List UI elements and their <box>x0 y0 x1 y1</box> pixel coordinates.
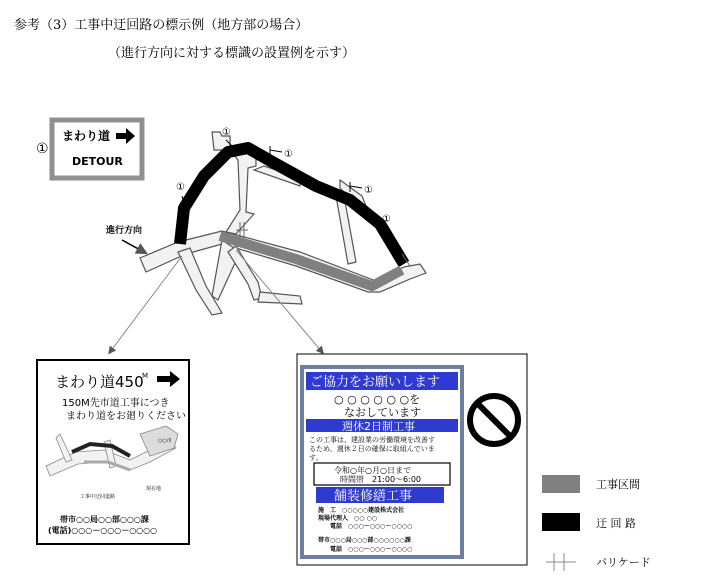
legend-swatch-construction <box>542 475 580 493</box>
sign-left-line1: 150M先市道工事につき <box>62 398 170 409</box>
sign-right-contractor2: 現場代理人 ○○ ○○ <box>318 515 378 522</box>
sign-right-contractor3: 電話 ○○○－○○○－○○○○ <box>330 523 413 530</box>
sign-right-period1: 令和○年○月○日まで <box>334 466 411 475</box>
sign-left-title: まわり道450 <box>55 373 144 391</box>
sign-right-para-3: す。 <box>309 454 323 462</box>
detour-sign <box>52 120 142 178</box>
sign-right-period2: 時間帯 21:00～6:00 <box>340 475 422 484</box>
page-subtitle: （進行方向に対する標識の設置例を示す） <box>108 46 356 61</box>
minimap-detour-label: 工事中迂回道路 <box>80 494 116 500</box>
legend-swatch-detour <box>542 513 580 531</box>
sign-right-panel <box>297 354 527 565</box>
sign-right-work: 舗装修繕工事 <box>334 489 413 504</box>
sign-right-owner2: 電話 ○○○－○○○－○○○○ <box>330 546 413 553</box>
direction-label: 進行方向 <box>106 226 143 236</box>
minimap-site-label: 現在地 <box>146 486 162 492</box>
direction-arrow-icon <box>122 240 144 252</box>
detour-sign-jp: まわり道 <box>62 129 111 143</box>
sign-left-footer2: (電話)○○○－○○○－○○○○ <box>48 526 158 535</box>
minimap-city-label: ○○市 <box>158 438 172 444</box>
sign-right-para-1: この工事は、建設業の労働環境を改善す <box>309 436 435 444</box>
callout-4: ① <box>364 185 373 196</box>
sign-right-repair: なおしています <box>344 406 421 419</box>
sign-left-footer1: 帯市○○局○○部○○○課 <box>60 515 149 524</box>
legend-label-barricade: バリケード <box>596 556 651 569</box>
sign-left-line2: まわり道をお廻りください <box>66 411 186 422</box>
callout-3: ① <box>176 182 185 193</box>
sign-right-para-2: るため、週休２日の確保に取組んでいま <box>309 445 435 453</box>
legend-barricade-icon <box>546 553 576 571</box>
legend-label-construction: 工事区間 <box>596 478 640 491</box>
sign-marker: ① <box>36 141 49 157</box>
sign-left <box>37 360 189 544</box>
legend <box>542 475 651 571</box>
legend-label-detour: 迂 回 路 <box>596 517 636 530</box>
sign-right-holiday: 週休2日制工事 <box>342 420 415 433</box>
page-title: 参考（3）工事中迂回路の標示例（地方部の場合） <box>14 18 309 33</box>
sign-right-circles: ○ ○ ○ ○ ○ ○を <box>334 393 421 406</box>
sign-right-contractor1: 施 工 ○○○○○建設株式会社 <box>318 507 405 514</box>
callout-1: ① <box>222 127 231 138</box>
callout-ticks <box>182 140 380 222</box>
detour-sign-en: DETOUR <box>72 155 123 168</box>
sign-left-title-sup: M <box>142 372 149 380</box>
callout-5: ① <box>382 214 391 225</box>
sign-right-owner1: 帯市○○○局○○○部○○○○○○課 <box>318 537 411 544</box>
sign-right-banner: ご協力をお願いします <box>310 375 441 390</box>
callout-2: ① <box>284 149 293 160</box>
